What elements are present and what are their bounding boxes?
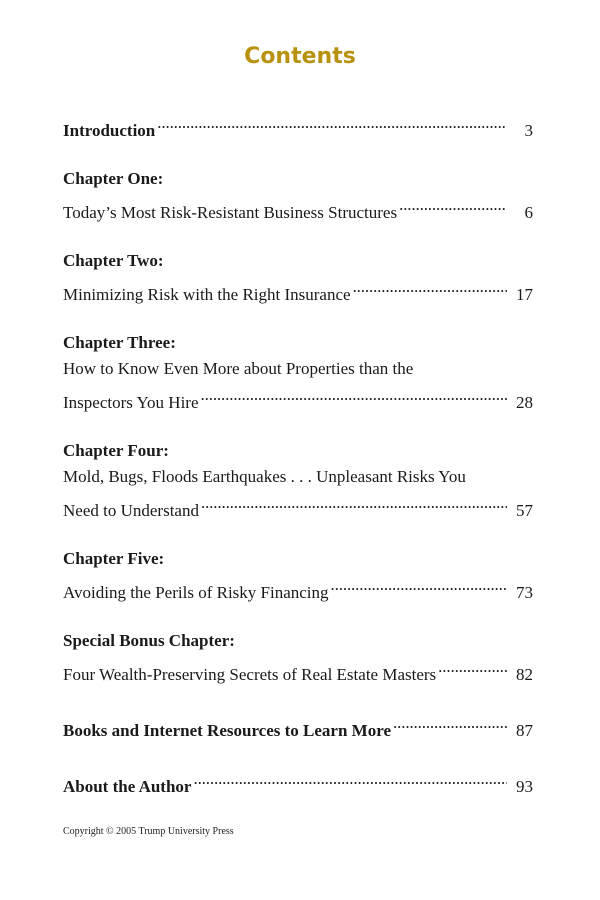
- copyright-notice: Copyright © 2005 Trump University Press: [63, 826, 234, 837]
- table-of-contents: [63, 110, 533, 800]
- page-number: 73: [516, 583, 533, 602]
- entry-title: Inspectors You Hire: [63, 393, 199, 412]
- chapter-heading: Chapter Two:: [63, 251, 164, 270]
- entry-title: How to Know Even More about Properties than the: [63, 359, 414, 378]
- entry-title: Books and Internet Resources to Learn More: [63, 721, 392, 740]
- toc-entry-introduction: [63, 110, 533, 144]
- chapter-heading: Chapter Three:: [63, 333, 176, 352]
- page-title: Contents: [244, 44, 356, 69]
- page-number: 82: [516, 665, 533, 684]
- entry-title: Minimizing Risk with the Right Insurance: [63, 285, 351, 304]
- toc-line: [63, 356, 533, 382]
- entry-title: Avoiding the Perils of Risky Financing: [63, 583, 329, 602]
- entry-title: Four Wealth-Preserving Secrets of Real Estate Masters: [63, 665, 437, 684]
- dot-leader: [399, 192, 507, 218]
- page-number: 93: [516, 777, 533, 796]
- toc-entry-about-author: [63, 766, 533, 800]
- toc-entry-chapter-five: [63, 546, 533, 606]
- toc-line: [63, 766, 533, 800]
- toc-line: [63, 382, 533, 416]
- toc-line: [63, 274, 533, 308]
- entry-title: Today’s Most Risk-Resistant Business Structures: [63, 203, 398, 222]
- dot-leader: [353, 274, 507, 300]
- dot-leader: [393, 710, 507, 736]
- toc-entry-chapter-three: [63, 330, 533, 416]
- toc-line: [63, 192, 533, 226]
- toc-line: [63, 710, 533, 744]
- chapter-heading: Special Bonus Chapter:: [63, 631, 235, 650]
- toc-line: [63, 464, 533, 490]
- chapter-heading: Chapter Five:: [63, 549, 165, 568]
- toc-entry-chapter-four: [63, 438, 533, 524]
- entry-title: About the Author: [63, 777, 192, 796]
- entry-title: Introduction: [63, 121, 156, 140]
- toc-line: [63, 572, 533, 606]
- toc-line: [63, 654, 533, 688]
- page-number: 57: [516, 501, 533, 520]
- page-number: 28: [516, 393, 533, 412]
- toc-line: [63, 110, 533, 144]
- toc-entry-chapter-two: [63, 248, 533, 308]
- toc-entry-chapter-one: [63, 166, 533, 226]
- chapter-heading: Chapter One:: [63, 169, 164, 188]
- dot-leader: [438, 654, 507, 680]
- toc-entry-bonus-chapter: [63, 628, 533, 688]
- dot-leader: [157, 110, 507, 136]
- page-number: 87: [516, 721, 533, 740]
- dot-leader: [201, 382, 507, 408]
- toc-entry-resources: [63, 710, 533, 744]
- page-number: 6: [524, 203, 533, 222]
- entry-title: Mold, Bugs, Floods Earthquakes . . . Unpleasant Risks You: [63, 467, 466, 486]
- page-number: 3: [524, 121, 533, 140]
- entry-title: Need to Understand: [63, 501, 199, 520]
- dot-leader: [193, 766, 507, 792]
- toc-line: [63, 490, 533, 524]
- chapter-heading: Chapter Four:: [63, 441, 169, 460]
- page-number: 17: [516, 285, 533, 304]
- dot-leader: [201, 490, 507, 516]
- dot-leader: [331, 572, 507, 598]
